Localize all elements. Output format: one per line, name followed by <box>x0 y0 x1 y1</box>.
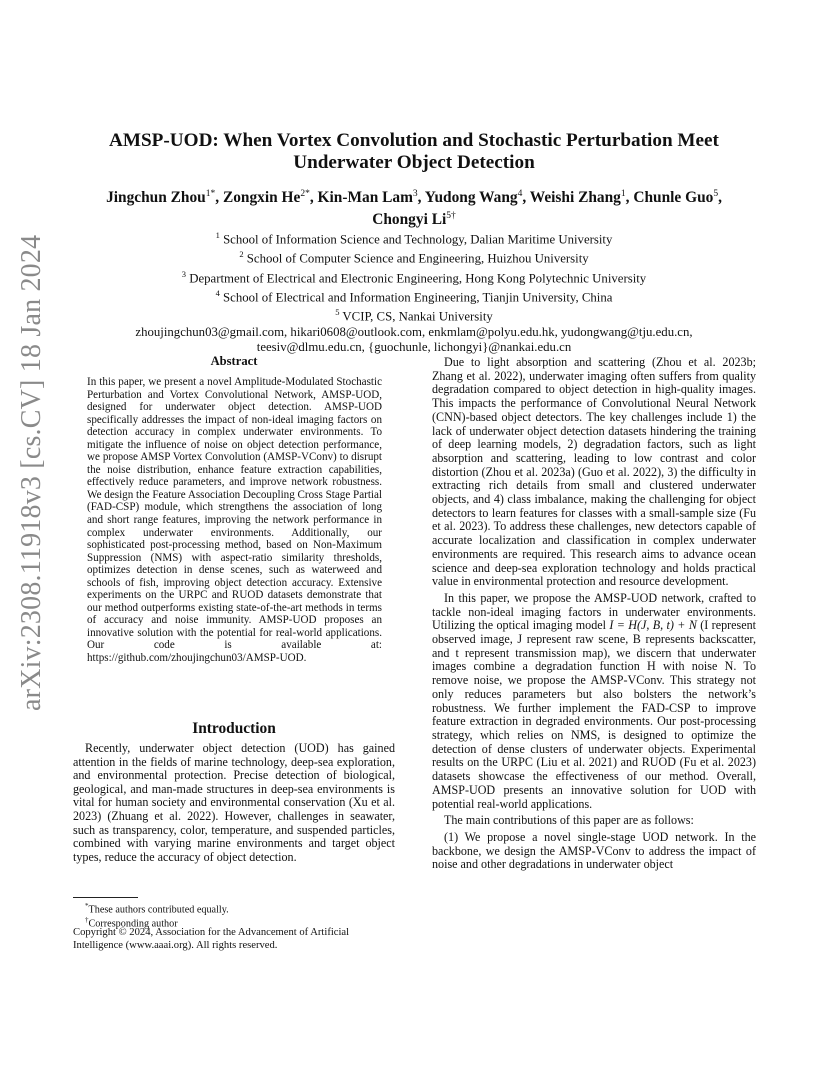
affiliation: $^4$ School of Electrical and Information Engineering, Tianjin University, China <box>215 288 613 305</box>
affiliation: $^5$ VCIP, CS, Nankai University <box>335 307 493 324</box>
abstract-text: In this paper, we present a novel Amplitude-Modulated Stochastic Perturbation and Vortex Convolutional Network, AMSP-UOD, designed for underwater object detection. AMSP-UOD specifically addresses the impact of non-ideal imaging factors on detection accuracy in complex underwater environments. To mitigate the influence of noise on object detection performance, we propose AMSP Vortex Convolution (AMSP-VConv) to disrupt the noise distribution, enhance feature extraction capabilities, effectively reduce parameters, and improve network robustness. We design the Feature Association Decoupling Cross Stage Partial (FAD-CSP) module, which strengthens the association of long and short range features, improving the network performance in complex underwater environments. Additionally, our sophisticated post-processing method, based on Non-Maximum Suppression (NMS) with aspect-ratio similarity thresholds, optimizes detection in dense scenes, such as waterweed and schools of fish, improving object detection accuracy. Extensive experiments on the URPC and RUOD datasets demonstrate that our method outperforms existing state-of-the-art methods in terms of accuracy and noise immunity. AMSP-UOD proposes an innovative solution with the potential for real-world applications. Our code is available at: https://github.com/zhoujingchun03/AMSP-UOD. <box>87 376 382 665</box>
abstract-heading: Abstract <box>210 354 258 368</box>
footnote-divider <box>73 897 138 898</box>
footnote-equal-contribution: *These authors contributed equally. <box>85 902 229 916</box>
body-paragraph: In this paper, we propose the AMSP-UOD network, crafted to tackle non-ideal imaging factors in underwater environments. Utilizing the optical imaging model I = H(J, B, t) + N (I represent observed image, J represent raw scene, B represents backscatter, and t represent transmission map), we discern that underwater images combine a degradation function H with noise N. To remove noise, we propose the AMSP-VConv. This strategy not only reduces parameters but also bolsters the network’s robustness. We further implement the FAD-CSP to improve feature extraction in degraded environments. Our post-processing strategy, which relies on NMS, is designed to optimize the detection of dense clusters of underwater objects. Experimental results on the URPC (Liu et al. 2021) and RUOD (Fu et al. 2023) datasets showcase the effectiveness of our method. Overall, AMSP-UOD presents an innovative solution for UOD with potential real-world applications. <box>432 590 757 811</box>
author: Yudong Wang$^4$ <box>424 189 523 207</box>
footnote-corresponding: †Corresponding author <box>85 916 178 930</box>
author: Kin-Man Lam$^3$ <box>317 189 418 207</box>
author: Weishi Zhang$^1$ <box>529 189 626 207</box>
email-line-2: teesiv@dlmu.edu.cn, {guochunle, lichongyi}@nankai.edu.cn <box>256 339 572 354</box>
arxiv-stamp: arXiv:2308.11918v3 [cs.CV] 18 Jan 2024 <box>16 234 47 711</box>
email-line-1: zhoujingchun03@gmail.com, hikari0608@outlook.com, enkmlam@polyu.edu.hk, yudongwang@tju.edu.cn, <box>135 324 693 339</box>
introduction-paragraph: Recently, underwater object detection (UOD) has gained attention in the fields of marine technology, deep-sea exploration, and environmental protection. Precise detection of biological, geological, and man-made structures in deep-sea environments is vital for human society and environmental conservation (Xu et al. 2023) (Zhuang et al. 2022). However, challenges in seawater, such as transparency, color, temperature, and suspended particles, combined with varying marine environments and target object types, reduce the accuracy of object detection. <box>73 741 395 864</box>
paper-title <box>60 130 768 174</box>
affiliation: $^2$ School of Computer Science and Engineering, Huizhou University <box>239 249 589 266</box>
body-paragraph: The main contributions of this paper are as follows: <box>444 813 694 828</box>
author: Chongyi $Li^{5\dagger}$ <box>372 211 456 229</box>
author: Zongxin $He^{2*}$ <box>222 189 310 207</box>
affiliations <box>60 228 768 355</box>
author: Chunle Guo$^5$ <box>633 189 719 207</box>
title-line-1: AMSP-UOD: When Vortex Convolution and Stochastic Perturbation Meet <box>109 130 719 151</box>
body-paragraph: Due to light absorption and scattering (Zhou et al. 2023b; Zhang et al. 2022), underwater imaging often suffers from quality degradation compared to object detection in high-quality images. This impacts the performance of Convolutional Neural Network (CNN)-based object detectors. The key challenges include 1) the lack of underwater object detection datasets hindering the training of deep learning models, 2) degradation factors, such as light absorption and scattering, leading to low contrast and color distortion (Zhou et al. 2023a) (Guo et al. 2022), 3) the difficulty in extracting rich details from small and clustered underwater objects, and 4) class imbalance, making the challenging for object detectors to learn features for classes with a small-sample size (Fu et al. 2023). To address these challenges, new detectors capable of accurate localization and classification in complex underwater environments are required. This research aims to advance ocean science and deep-sea exploration technology and holds practical value in environmental protection and resource development. <box>432 355 756 589</box>
body-paragraph: (1) We propose a novel single-stage UOD network. In the backbone, we design the AMSP-VConv to address the impact of noise and other degradations in underwater object <box>432 829 756 872</box>
imaging-model-formula: I = H(J, B, t) + N <box>609 618 697 633</box>
author: Jingchun Zhou$^{1*}$ <box>106 189 216 207</box>
title-line-2: Underwater Object Detection <box>293 152 535 173</box>
author-list: Jingchun Zhou$^{1*}$, Zongxin $He^{2*}$, Kin-Man Lam$^3$, Yudong Wang$^4$, Weishi Zhang$^1$, Chunle Guo$^5$, Chongyi $Li^{5\dagger}$ <box>106 189 722 229</box>
affiliation: $^1$ School of Information Science and Technology, Dalian Maritime University <box>215 230 613 247</box>
copyright-notice: Copyright © 2024, Association for the Advancement of Artificial Intelligence (www.aaai.org). All rights reserved. <box>73 927 350 951</box>
right-column <box>432 356 756 873</box>
affiliation: $^3$ Department of Electrical and Electronic Engineering, Hong Kong Polytechnic University <box>181 268 647 285</box>
introduction-heading: Introduction <box>192 720 276 737</box>
